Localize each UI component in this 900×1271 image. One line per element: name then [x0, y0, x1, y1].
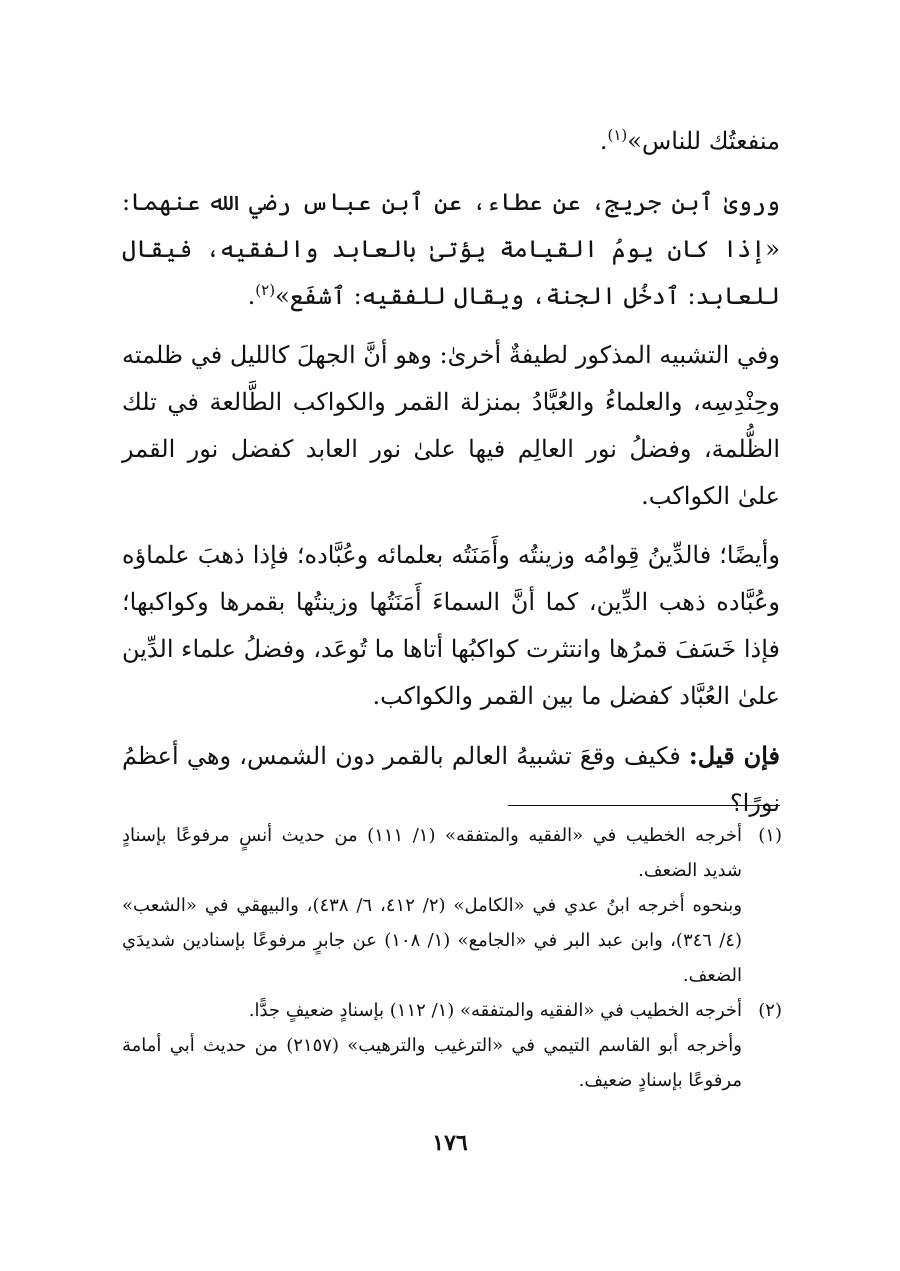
footnote-divider [508, 805, 780, 806]
footnote-1-continuation: وبنحوه أخرجه ابنُ عدي في «الكامل» (٢/ ٤١٢، ٦/ ٤٣٨)، والبيهقي في «الشعب» (٤/ ٣٤٦)، وابن عبد البر في «الجامع» (١/ ١٠٨) عن جابرٍ مرفوعًا بإسنادين شديدَي الضعف. [122, 895, 743, 986]
footnote-2 [122, 993, 782, 1028]
footnote-ref-1[interactable]: (١) [607, 126, 628, 144]
footnote-1 [122, 818, 782, 888]
paragraph-4: وأيضًا؛ فالدِّينُ قِوامُه وزينتُه وأَمَنَتُه بعلمائه وعُبَّاده؛ فإذا ذهبَ علماؤه وعُبَّاده ذهب الدِّين، كما أنَّ السماءَ أَمَنَتُها وزينتُها بقمرها وكواكبها؛ فإذا خَسَفَ قمرُها وانتثرت كواكبُها أتاها ما تُوعَد، وفضلُ علماء الدِّين علىٰ العُبَّاد كفضل ما بين القمر والكواكب. [122, 541, 780, 710]
page-number: ١٧٦ [432, 1130, 468, 1156]
footnote-1-number: (١) [758, 825, 782, 846]
footnote-2-body [122, 993, 742, 1028]
footnotes [122, 818, 782, 1098]
paragraph-2-end: . [247, 282, 256, 310]
question-lead: فإن قيل: [688, 741, 780, 770]
footnote-ref-2[interactable]: (٢) [255, 281, 276, 299]
footnote-1-body [122, 818, 742, 888]
paragraph-5-text: فكيف وقعَ تشبيهُ العالم بالقمر دون الشمس، وهي أعظمُ نورًا؟ [122, 742, 780, 817]
footnote-2-number: (٢) [758, 1000, 782, 1021]
main-text [122, 118, 780, 839]
paragraph-2 [122, 179, 780, 320]
paragraph-1-end: . [599, 127, 608, 155]
footnote-2-text: أخرجه الخطيب في «الفقيه والمتفقه» (١/ ١١٢) بإسنادٍ ضعيفٍ جدًّا. [248, 1000, 742, 1021]
footnote-2-continuation: وأخرجه أبو القاسم التيمي في «الترغيب والترهيب» (٢١٥٧) من حديث أبي أمامة مرفوعًا بإسنادٍ ضعيف. [122, 1035, 742, 1091]
paragraph-1 [122, 118, 780, 165]
paragraph-1-text: منفعتُك للناس» [627, 127, 780, 155]
paragraph-3: وفي التشبيه المذكور لطيفةٌ أخرىٰ: وهو أنَّ الجهلَ كالليل في ظلمته وحِنْدِسِه، والعلماءُ والعُبَّادُ بمنزلة القمر والكواكب الطَّالعة في تلك الظُّلمة، وفضلُ نور العالِم فيها علىٰ نور العابد كفضل نور القمر علىٰ الكواكب. [122, 341, 780, 510]
footnote-1-text: أخرجه الخطيب في «الفقيه والمتفقه» (١/ ١١١) من حديث أنسٍ مرفوعًا بإسنادٍ شديد الضعف. [122, 825, 743, 881]
paragraph-2-text: وروىٰ ٱبن جريج، عن عطاء، عن ٱبن عباس رضي الله عنهما: «إذا كان يومُ القيامة يؤتىٰ بالعابد والفقيه، فيقال للعابد: ٱدخُل الجنة، ويقال للفقيه: ٱشفَع» [122, 188, 780, 310]
paragraph-5 [122, 732, 780, 827]
